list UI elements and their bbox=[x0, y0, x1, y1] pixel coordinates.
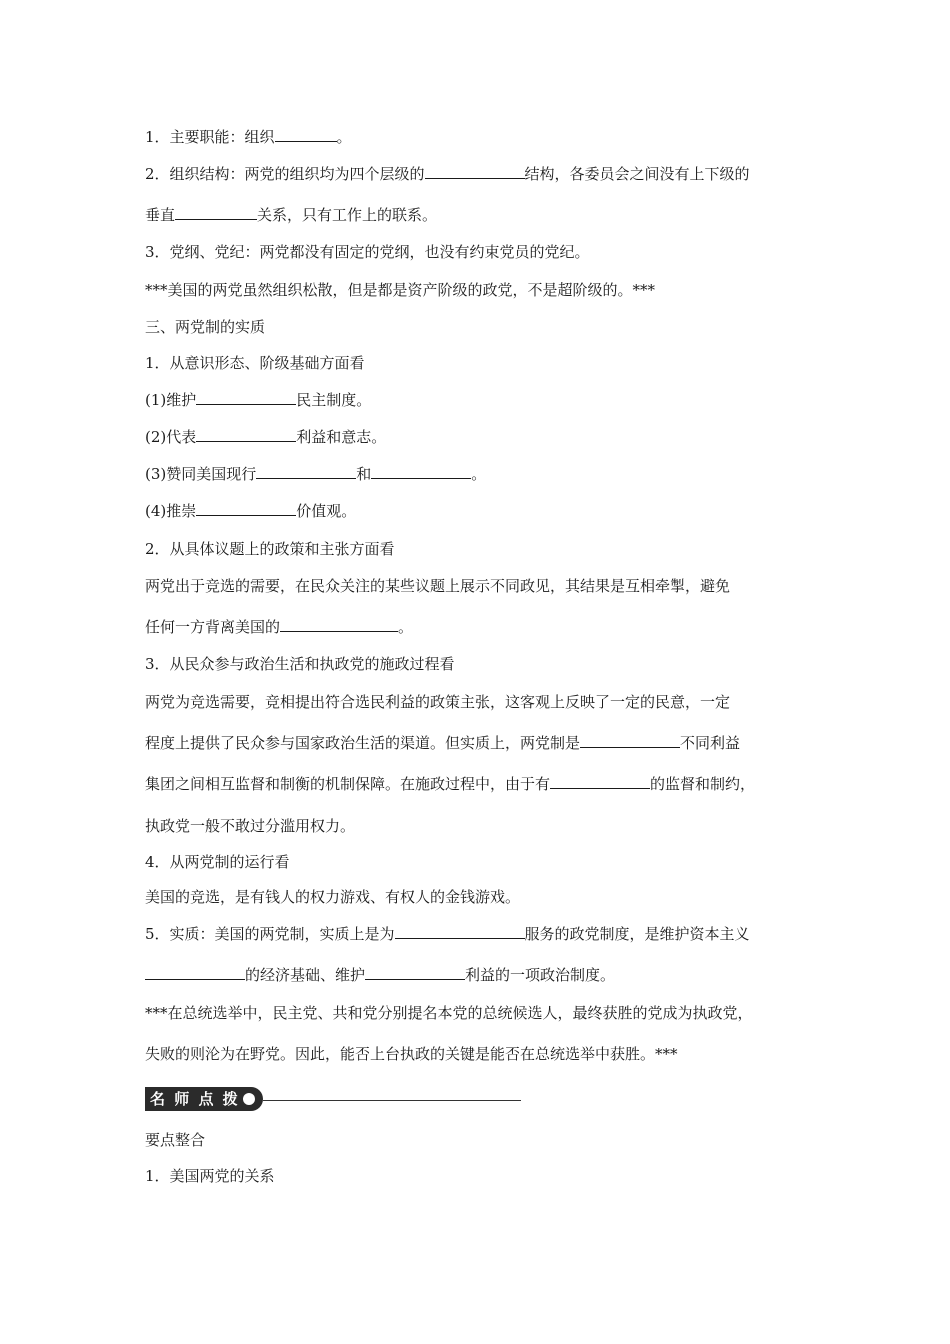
paragraph-participation-4: 执政党一般不敢过分滥用权力。 bbox=[145, 817, 356, 835]
line-note-loose-org: ***美国的两党虽然组织松散，但是都是资产阶级的政党，不是超阶级的。*** bbox=[145, 281, 656, 299]
paragraph-participation-3: 集团之间相互监督和制衡的机制保障。在施政过程中，由于有 的监督和制约， bbox=[145, 775, 756, 793]
fill-blank[interactable] bbox=[550, 774, 650, 789]
bullet-dot-icon bbox=[243, 1093, 255, 1105]
paragraph-participation-2: 程度上提供了民众参与国家政治生活的渠道。但实质上，两党制是 不同利益 bbox=[145, 734, 741, 752]
fill-blank[interactable] bbox=[365, 965, 465, 980]
fill-blank[interactable] bbox=[425, 164, 525, 179]
paragraph-policy-1: 两党出于竞选的需要，在民众关注的某些议题上展示不同政见，其结果是互相牵掣，避免 bbox=[145, 577, 731, 595]
line-item-2: (2)代表 利益和意志。 bbox=[145, 428, 387, 446]
paragraph-operation: 美国的竞选，是有钱人的权力游戏、有权人的金钱游戏。 bbox=[145, 888, 521, 906]
line-item-3: (3)赞同美国现行 和 。 bbox=[145, 465, 487, 483]
note-election-1: ***在总统选举中，民主党、共和党分别提名本党的总统候选人，最终获胜的党成为执政党， bbox=[145, 1004, 753, 1022]
fill-blank[interactable] bbox=[275, 127, 337, 142]
fill-blank[interactable] bbox=[280, 617, 398, 632]
heading-party-relation: 1．美国两党的关系 bbox=[145, 1167, 275, 1185]
line-item-4: (4)推崇 价值观。 bbox=[145, 502, 357, 520]
paragraph-participation-1: 两党为竞选需要，竞相提出符合选民利益的政策主张，这客观上反映了一定的民意，一定 bbox=[145, 693, 731, 711]
fill-blank[interactable] bbox=[175, 205, 257, 220]
line-item-1: (1)维护 民主制度。 bbox=[145, 391, 372, 409]
paragraph-essence-2: 的经济基础、维护 利益的一项政治制度。 bbox=[145, 965, 615, 985]
heading-key-points: 要点整合 bbox=[145, 1131, 206, 1149]
subheading-operation: 4．从两党制的运行看 bbox=[145, 853, 290, 871]
subheading-participation: 3．从民众参与政治生活和执政党的施政过程看 bbox=[145, 655, 455, 673]
line-platform-discipline: 3．党纲、党纪：两党都没有固定的党纲，也没有约束党员的党纪。 bbox=[145, 243, 590, 261]
fill-blank[interactable] bbox=[196, 427, 296, 442]
fill-blank[interactable] bbox=[196, 501, 296, 516]
fill-blank[interactable] bbox=[395, 924, 525, 939]
fill-blank[interactable] bbox=[145, 965, 245, 980]
fill-blank[interactable] bbox=[256, 464, 356, 479]
note-election-2: 失败的则沦为在野党。因此，能否上台执政的关键是能否在总统选举中获胜。*** bbox=[145, 1045, 678, 1063]
subheading-ideology: 1．从意识形态、阶级基础方面看 bbox=[145, 354, 365, 372]
paragraph-policy-2: 任何一方背离美国的 。 bbox=[145, 618, 414, 636]
line-vertical-relation: 垂直 关系，只有工作上的联系。 bbox=[145, 206, 438, 224]
fill-blank[interactable] bbox=[371, 464, 471, 479]
subheading-policy: 2．从具体议题上的政策和主张方面看 bbox=[145, 540, 395, 558]
paragraph-essence-1: 5．实质：美国的两党制，实质上是为 服务的政党制度，是维护资本主义 bbox=[145, 925, 750, 943]
fill-blank[interactable] bbox=[196, 390, 296, 405]
fill-blank[interactable] bbox=[580, 733, 680, 748]
line-main-function: 1．主要职能：组织 。 bbox=[145, 128, 352, 146]
section-heading-essence: 三、两党制的实质 bbox=[145, 318, 266, 336]
teacher-tips-banner bbox=[145, 1087, 525, 1111]
line-org-structure: 2．组织结构：两党的组织均为四个层级的 结构，各委员会之间没有上下级的 bbox=[145, 165, 750, 183]
banner-label: 名 师 点 拨 bbox=[145, 1087, 263, 1111]
banner-rule bbox=[263, 1100, 521, 1101]
